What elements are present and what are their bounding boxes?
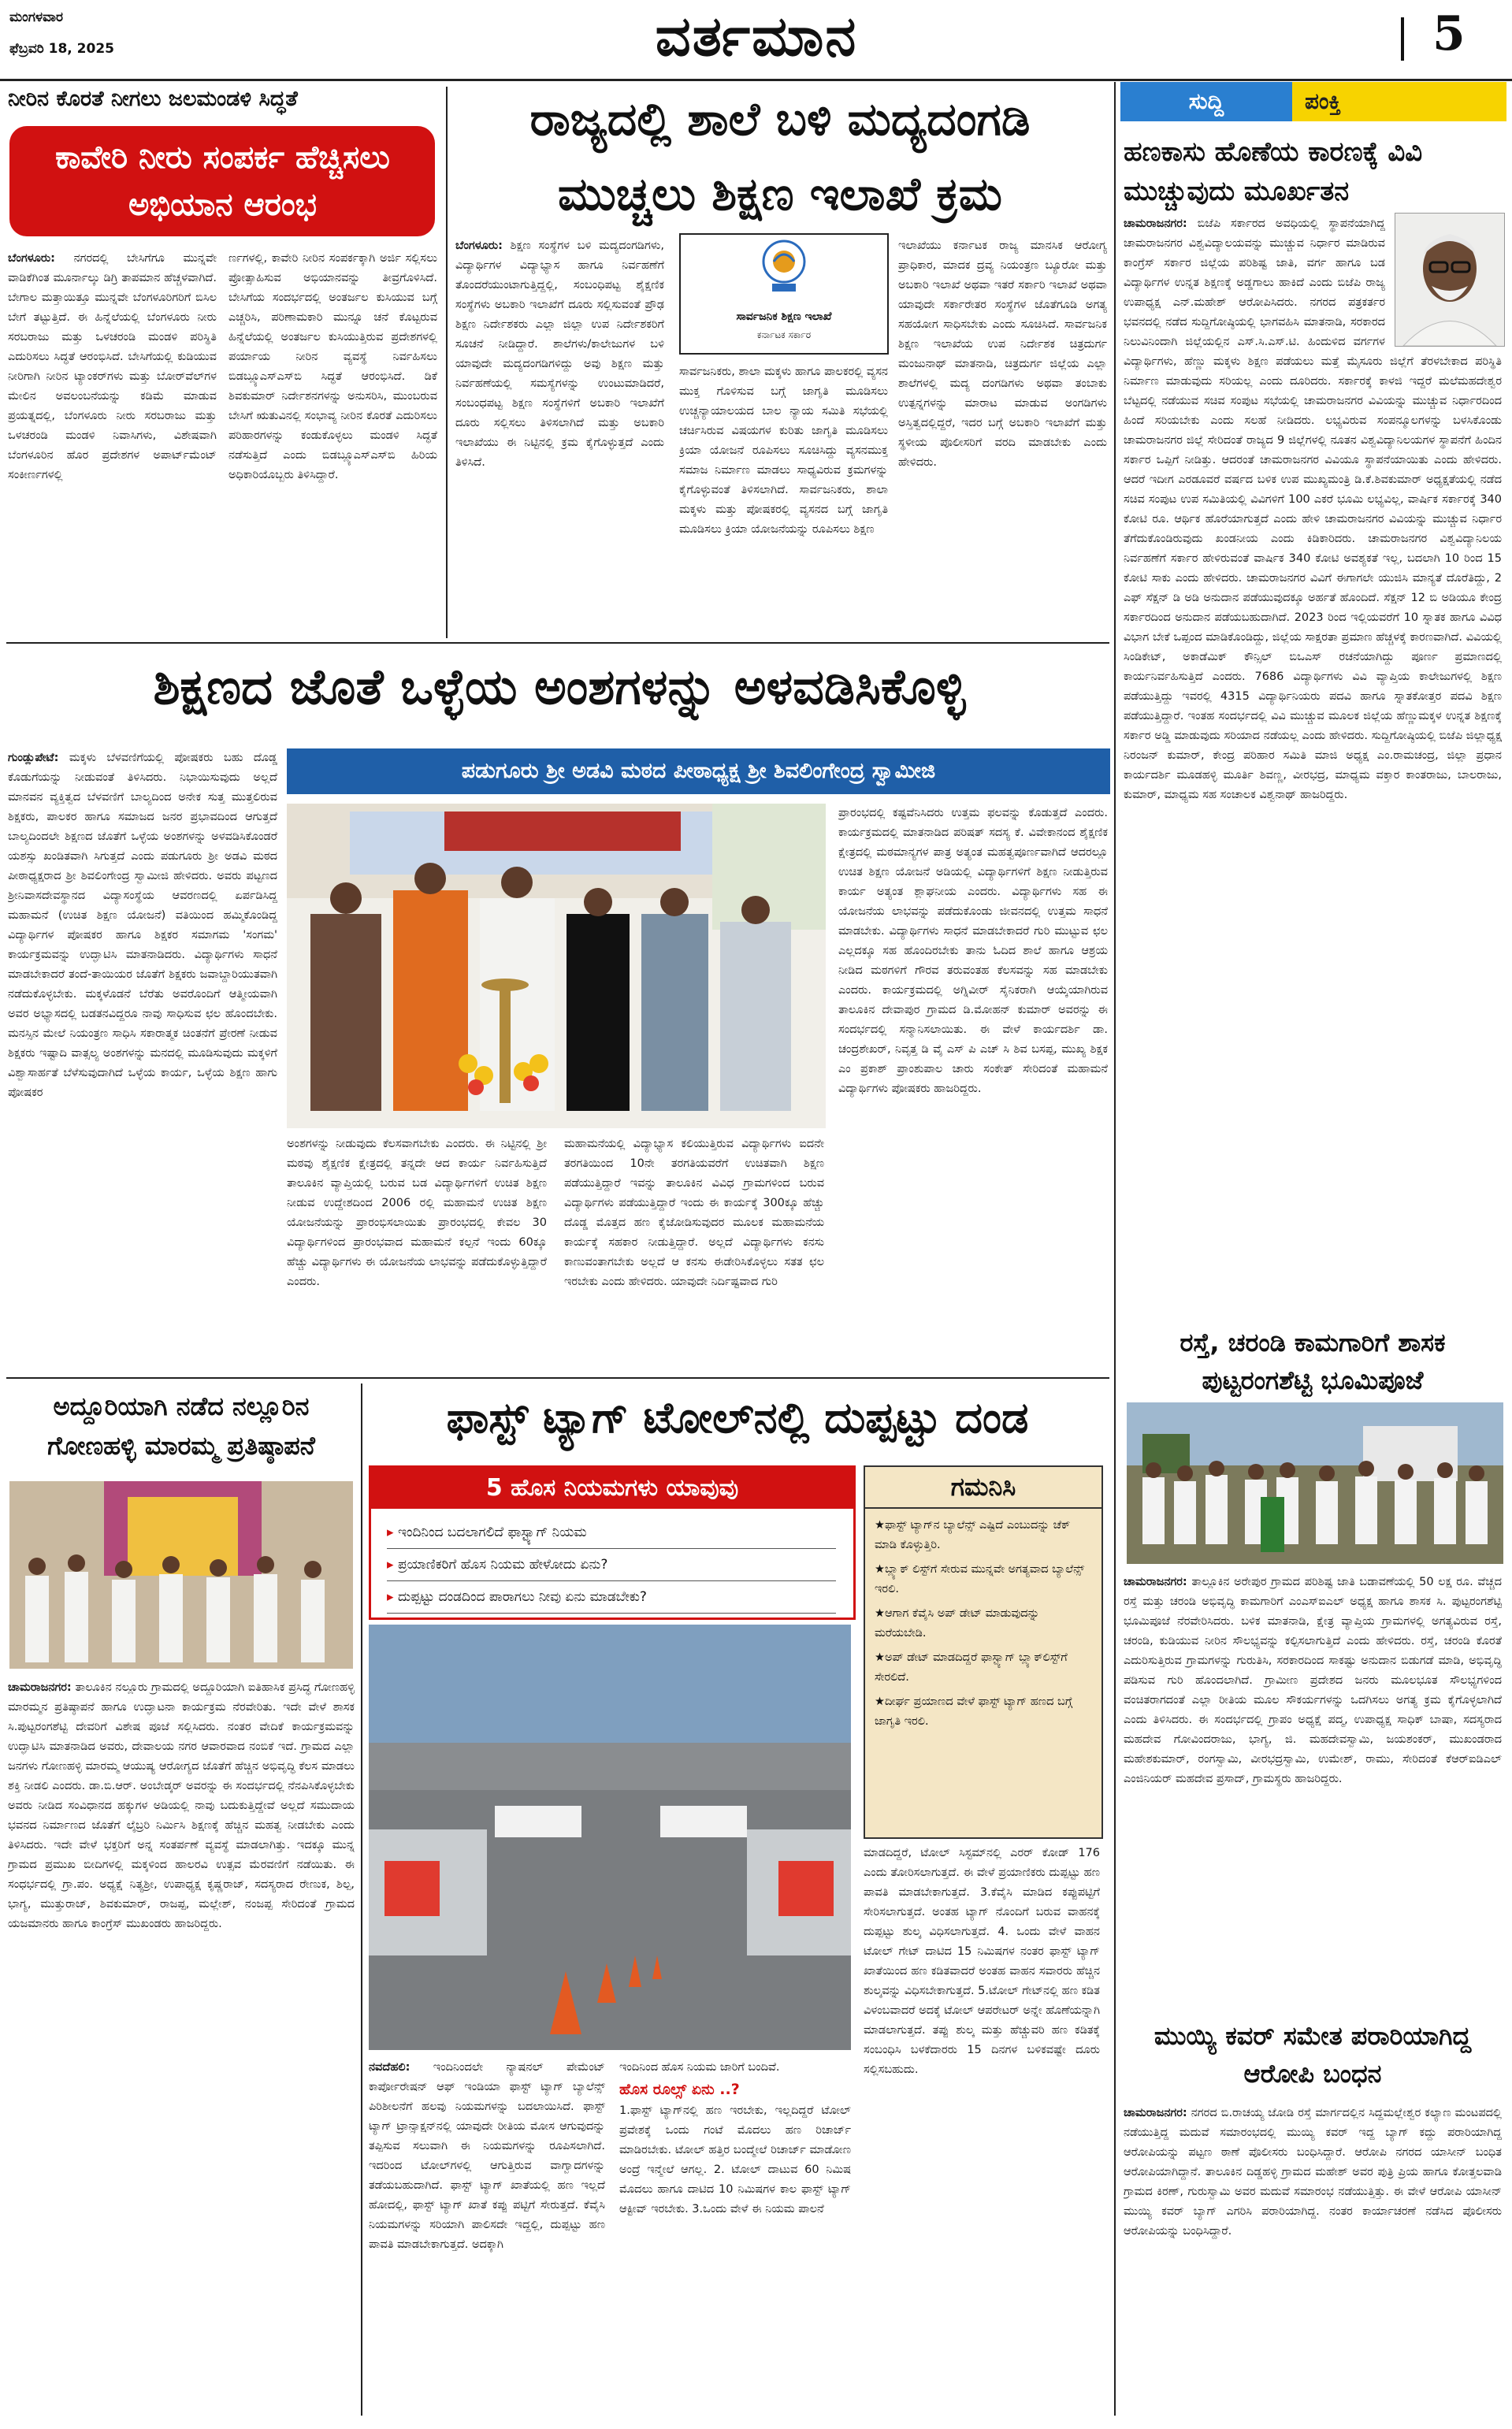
fastag-box-list	[387, 1517, 836, 1614]
divider	[361, 1383, 362, 2416]
arrest-body	[1124, 2104, 1502, 2419]
divider	[446, 87, 448, 638]
list-item: ★ಫಾಸ್ಟ್ ಟ್ಯಾಗ್‌ನ ಬ್ಯಾಲೆನ್ಸ್ ಎಷ್ಟಿದೆ ಎಂಬುದನ್ನು ಚೆಕ್ ಮಾಡಿ ಕೊಳ್ಳುತ್ತಿರಿ.	[875, 1519, 1071, 1551]
funds-body	[1124, 214, 1502, 1317]
fastag-note-title: ಗಮನಿಸಿ	[865, 1472, 1101, 1509]
funds-text: ಬಿಜೆಪಿ ಸರ್ಕಾರದ ಅವಧಿಯಲ್ಲಿ ಸ್ಥಾಪನೆಯಾಗಿದ್ದ ಚಾಮರಾಜನಗರ ವಿಶ್ವವಿದ್ಯಾಲಯವನ್ನು ಮುಚ್ಚುವ ನಿರ್ಧಾರ ಮಾಡಿರುವ ಕಾಂಗ್ರೆಸ್ ಸರ್ಕಾರ ಜಿಲ್ಲೆಯ ಪರಿಶಿಷ್ಟ ಜಾತಿ, ವರ್ಗ ಹಾಗೂ ಬಡ ವಿದ್ಯಾರ್ಥಿಗಳ ಉನ್ನತ ಶಿಕ್ಷಣಕ್ಕೆ ಅಡ್ಡಗಾಲು ಹಾಕಿದೆ ಎಂದು ಬಿಜೆಪಿ ರಾಜ್ಯ ಉಪಾಧ್ಯಕ್ಷ ಎನ್.ಮಹೇಶ್ ಆರೋಪಿಸಿದರು. ನಗರದ ಪತ್ರಕರ್ತರ ಭವನದಲ್ಲಿ ನಡೆದ ಸುದ್ದಿಗೋಷ್ಠಿಯಲ್ಲಿ ಭಾಗವಹಿಸಿ ಮಾತನಾಡಿ, ಸರಕಾರದ ನಿಲುವಿನಿಂದಾಗಿ ಜಿಲ್ಲೆಯಲ್ಲಿನ ಎಸ್.ಸಿ.ಎಸ್.ಟಿ. ಹಿಂದುಳಿದ ವರ್ಗಗಳ ವಿದ್ಯಾರ್ಥಿಗಳು, ಹೆಣ್ಣು ಮಕ್ಕಳು ಶಿಕ್ಷಣ ಪಡೆಯಲು ಮತ್ತೆ ಮೈಸೂರು ಜಿಲ್ಲೆಗೆ ತೆರಳಬೇಕಾದ ಪರಿಸ್ಥಿತಿ ನಿರ್ಮಾಣ ಮಾಡುವುದು ಸರಿಯಲ್ಲ ಎಂದು ದೂರಿದರು. ಸರ್ಕಾರಕ್ಕೆ ಕಾಳಜಿ ಇದ್ದರೆ ಮಲೆಮಹದೇಶ್ವರ ಬೆಟ್ಟದಲ್ಲಿ ನಡೆಯುವ ಸಚಿವ ಸಂಪುಟ ಸಭೆಯಲ್ಲಿ ಚಾಮರಾಜನಗರ ವಿವಿಯನ್ನು ಮುಚ್ಚುವ ನಿರ್ಧಾರದಿಂದ ಹಿಂದೆ ಸರಿಯಬೇಕು ಎಂದು ಸಲಹೆ ನೀಡಿದರು. ಲಭ್ಯವಿರುವ ಸಂಪನ್ಮೂಲಗಳನ್ನು ಬಳಸಿಕೊಂಡು ಚಾಮರಾಜನಗರ ಜಿಲ್ಲೆ ಸೇರಿದಂತೆ ರಾಜ್ಯದ 9 ಜಿಲ್ಲೆಗಳಲ್ಲಿ ನೂತನ ವಿಶ್ವವಿದ್ಯಾನಿಲಯಗಳ ಸ್ಥಾಪನೆಗೆ ಹಿಂದಿನ ಸರ್ಕಾರ ಒಪ್ಪಿಗೆ ನೀಡಿತ್ತು. ಆದರಂತೆ ಚಾಮರಾಜನಗರ ವಿವಿಯೂ ಸ್ಥಾಪನೆಯಾಯಿತು ಎಂದು ಹೇಳಿದರು. ಆದರೆ ಇದೀಗ ಎರಡೂವರೆ ವರ್ಷದ ಬಳಿಕ ಉಪ ಮುಖ್ಯಮಂತ್ರಿ ಡಿ.ಕೆ.ಶಿವಕುಮಾರ್ ಅಧ್ಯಕ್ಷತೆಯಲ್ಲಿ ನಡೆದ ಸಚಿವ ಸಂಪುಟ ಉಪ ಸಮಿತಿಯಲ್ಲಿ ವಿವಿಗಳಿಗೆ 100 ಎಕರೆ ಭೂಮಿ ಲಭ್ಯವಿಲ್ಲ, ವಾರ್ಷಿಕ ಸರ್ಕಾರಕ್ಕೆ 340 ಕೋಟಿ ರೂ. ಆರ್ಥಿಕ ಹೊರೆಯಾಗುತ್ತದೆ ಎಂದು ಹೇಳಿ ಚಾಮರಾಜನಗರ ವಿವಿಯನ್ನು ಮುಚ್ಚುವ ನಿರ್ಧಾರ ತೆಗೆದುಕೊಂಡಿರುವುದು ಖಂಡನೀಯ ಎಂದು ಕಿಡಿಕಾರಿದರು. ಚಾಮರಾಜನಗರ ವಿಶ್ವವಿದ್ಯಾನಿಲಯ ನಿರ್ವಹಣೆಗೆ ಸರ್ಕಾರ ಹೇಳಿರುವಂತೆ ವಾರ್ಷಿಕ 340 ಕೋಟಿ ಅವಶ್ಯಕತೆ ಇಲ್ಲ, ಬದಲಾಗಿ 10 ರಿಂದ 15 ಕೋಟಿ ಸಾಕು ಎಂದು ಹೇಳಿದರು. ಚಾಮರಾಜನಗರ ವಿವಿಗೆ ಈಗಾಗಲೇ ಯುಜಿಸಿ ಮಾನ್ಯತೆ ದೊರೆತಿದ್ದು, 2 ಎಫ್ ಸೆಕ್ಷನ್ ಡಿ ಅಡಿ ಅನುದಾನ ಪಡೆಯುವುದಕ್ಕೂ ಅರ್ಹತೆ ಹೊಂದಿದೆ. ಸೆಕ್ಷನ್ 12 ಬಿ ಅಡಿಯೂ ಕೇಂದ್ರ ಸರ್ಕಾರದಿಂದ ಅನುದಾನ ಪಡೆಯಬಹುದಾಗಿದೆ. 2023 ರಿಂದ ಇಲ್ಲಿಯವರೆಗೆ 10 ಸ್ನಾತಕ ಹಾಗೂ ವಿವಿಧ ವಿಭಾಗ ಬೇಕೆ ಒಪ್ಪಂದ ಮಾಡಿಕೊಂಡಿದ್ದು, ಜಿಲ್ಲೆಯ ಸಾಕ್ಷರತಾ ಪ್ರಮಾಣ ಹೆಚ್ಚಳಕ್ಕೆ ಕಾರಣವಾಗಿದೆ. ವಿವಿಯಲ್ಲಿ ಸಿಂಡಿಕೇಟ್, ಅಕಾಡೆಮಿಕ್ ಕೌನ್ಸಿಲ್ ಬಿಒಎಸ್ ರಚನೆಯಾಗಿದ್ದು ಪೂರ್ಣ ಪ್ರಮಾಣದಲ್ಲಿ ಕಾರ್ಯನಿರ್ವಹಿಸುತ್ತಿದೆ ಎಂದರು. 7686 ವಿದ್ಯಾರ್ಥಿಗಳು ವಿವಿ ವ್ಯಾಪ್ತಿಯ ಕಾಲೇಜುಗಳಲ್ಲಿ ಶಿಕ್ಷಣ ಪಡೆಯುತ್ತಿದ್ದು ಇವರಲ್ಲಿ 4315 ವಿದ್ಯಾರ್ಥಿನಿಯರು ಪದವಿ ಹಾಗೂ ಸ್ನಾತಕೋತ್ತರ ಪದವಿ ಶಿಕ್ಷಣ ಪಡೆಯುತ್ತಿದ್ದಾರೆ. ಇಂತಹ ಸಂದರ್ಭದಲ್ಲಿ ವಿವಿ ಮುಚ್ಚುವ ಮೂಲಕ ಜಿಲ್ಲೆಯ ಹೆಣ್ಣುಮಕ್ಕಳ ಉನ್ನತ ಶಿಕ್ಷಣಕ್ಕೆ ಸರ್ಕಾರ ಅಡ್ಡಿ ಮಾಡುವುದು ಸರಿಯಾದ ನಡೆಯಲ್ಲ ಎಂದು ಹೇಳಿದರು. ಸುದ್ದಿಗೋಷ್ಠಿಯಲ್ಲಿ ಬಿಜೆಪಿ ಜಿಲ್ಲಾಧ್ಯಕ್ಷ ನಿರಂಜನ್ ಕುಮಾರ್, ಕೇಂದ್ರ ಪರಿಹಾರ ಸಮಿತಿ ಮಾಜಿ ಅಧ್ಯಕ್ಷ ಎಂ.ರಾಮಚಂದ್ರ, ಜಿಲ್ಲಾ ಪ್ರಧಾನ ಕಾರ್ಯದರ್ಶಿ ಮೂಡಹಳ್ಳಿ ಮೂರ್ತಿ ಶಿವಣ್ಣ, ವೀರಭದ್ರ, ಮಾಧ್ಯಮ ವಕ್ತಾರ ಕಾಂತರಾಜು, ಬಾಲರಾಜು, ಕುಮಾರ್, ಮಾಧ್ಯಮ ಸಹ ಸಂಚಾಲಕ ವಿಶ್ವನಾಥ್ ಹಾಜರಿದ್ದರು.	[1124, 217, 1502, 801]
water-col1	[8, 249, 217, 635]
page-number-bar	[1401, 17, 1404, 61]
drugs-col1-text: ಶಿಕ್ಷಣ ಸಂಸ್ಥೆಗಳ ಬಳಿ ಮದ್ಯದಂಗಡಿಗಳು, ವಿದ್ಯಾರ್ಥಿಗಳ ವಿದ್ಯಾಭ್ಯಾಸ ಹಾಗೂ ನಿರ್ವಹಣೆಗೆ ತೊಂದರೆಯುಂಟಾಗುತ್ತಿದ್ದಲ್ಲಿ, ಸಂಬಂಧಿಪಟ್ಟ ಶೈಕ್ಷಣಿಕ ಸಂಸ್ಥೆಗಳು ಅಬಕಾರಿ ಇಲಾಖೆಗೆ ದೂರು ಸಲ್ಲಿಸುವಂತೆ ಪ್ರೌಢ ಶಿಕ್ಷಣ ನಿರ್ದೇಶಕರು ಎಲ್ಲಾ ಜಿಲ್ಲಾ ಉಪ ನಿರ್ದೇಶಕರಿಗೆ ಸೂಚನೆ ನೀಡಿದ್ದಾರೆ. ಶಾಲೆಗಳು/ಕಾಲೇಜುಗಳ ಬಳಿ ಯಾವುದೇ ಮದ್ಯದಂಗಡಿಗಳಿದ್ದು ಅವು ಶಿಕ್ಷಣ ಮತ್ತು ನಿರ್ವಹಣೆಯಲ್ಲಿ ಸಮಸ್ಯೆಗಳನ್ನು ಉಂಟುಮಾಡಿದರೆ, ಸಂಬಂಧಪಟ್ಟ ಶಿಕ್ಷಣ ಸಂಸ್ಥೆಗಳಿಗೆ ಅಬಕಾರಿ ಇಲಾಖೆಗೆ ದೂರು ಸಲ್ಲಿಸಲು ತಿಳಿಸಲಾಗಿದೆ ಮತ್ತು ಅಬಕಾರಿ ಇಲಾಖೆಯು ಈ ನಿಟ್ಟಿನಲ್ಲಿ ಕ್ರಮ ಕೈಗೊಳ್ಳುತ್ತದೆ ಎಂದು ತಿಳಿಸಿದೆ.	[455, 240, 664, 469]
toll-plaza-photo	[369, 1625, 851, 2050]
road-body	[1124, 1573, 1502, 1990]
funds-dateline: ಚಾಮರಾಜನಗರ:	[1124, 217, 1187, 230]
list-item: ★ಆಗಾಗ ಕೆವೈಸಿ ಅಪ್ ಡೇಟ್ ಮಾಡುವುದನ್ನು ಮರೆಯಬೇಡಿ.	[875, 1607, 1040, 1640]
temple-body	[8, 1678, 355, 2419]
list-item: ★ದೀರ್ಘ ಪ್ರಯಾಣದ ವೇಳೆ ಫಾಸ್ಟ್ ಟ್ಯಾಗ್ ಹಣದ ಬಗ್ಗೆ ಜಾಗೃತಿ ಇರಲಿ.	[875, 1695, 1073, 1728]
fastag-col1-text: ಇಂದಿನಿಂದಲೇ ನ್ಯಾಷನಲ್ ಪೇಮೆಂಟ್ ಕಾರ್ಪೋರೇಷನ್ ಆಫ್ ಇಂಡಿಯಾ ಫಾಸ್ಟ್ ಟ್ಯಾಗ್ ಬ್ಯಾಲೆನ್ಸ್ ಪಿರಿಶೀಲನೆಗೆ ಹಲವು ನಿಯಮಗಳನ್ನು ಬದಲಾಯಿಸಿದೆ. ಫಾಸ್ಟ್ ಟ್ಯಾಗ್ ಟ್ರಾನ್ಸಾಕ್ಷನ್‌ನಲ್ಲಿ ಯಾವುದೇ ರೀತಿಯ ಮೋಸ ಆಗುವುದನ್ನು ತಪ್ಪಿಸುವ ಸಲುವಾಗಿ ಈ ನಿಯಮಗಳನ್ನು ರೂಪಿಸಲಾಗಿದೆ. ಇದರಿಂದ ಟೋಲ್‌ಗಳಲ್ಲಿ ಆಗುತ್ತಿರುವ ವಾಗ್ವಾದಗಳನ್ನು ತಡೆಯಬಹುದಾಗಿದೆ. ಫಾಸ್ಟ್ ಟ್ಯಾಗ್ ಖಾತೆಯಲ್ಲಿ ಹಣ ಇಲ್ಲದೆ ಹೋದಲ್ಲಿ, ಫಾಸ್ಟ್ ಟ್ಯಾಗ್ ಖಾತೆ ಕಪ್ಪು ಪಟ್ಟಿಗೆ ಸೇರುತ್ತದೆ. ಕೆವೈಸಿ ನಿಯಮಗಳನ್ನು ಸರಿಯಾಗಿ ಪಾಲಿಸದೇ ಇದ್ದಲ್ಲಿ, ದುಪ್ಪಟ್ಟು ಹಣ ಪಾವತಿ ಮಾಡಬೇಕಾಗುತ್ತದೆ. ಅದಕ್ಕಾಗಿ	[369, 2061, 605, 2251]
arrest-headline: ಮುಯ್ಯಿ ಕವರ್ ಸಮೇತ ಪರಾರಿಯಾಗಿದ್ದ ಆರೋಪಿ ಬಂಧನ	[1154, 2021, 1472, 2089]
list-item: ★ಬ್ಲ್ಯಾಕ್ ಲಿಸ್ಟ್‌ಗೆ ಸೇರುವ ಮುನ್ನವೇ ಅಗತ್ಯವಾದ ಬ್ಯಾಲೆನ್ಸ್ ಇರಲಿ.	[875, 1563, 1085, 1595]
sidebar-tag-part2: ಪಂಕ್ತಿ	[1292, 82, 1506, 121]
fastag-col1	[369, 2058, 605, 2416]
education-headline: ಶಿಕ್ಷಣದ ಜೊತೆ ಒಳ್ಳೆಯ ಅಂಶಗಳನ್ನು ಅಳವಡಿಸಿಕೊಳ್ಳಿ	[153, 658, 966, 715]
masthead-date: ಫೆಬ್ರವರಿ 18, 2025	[9, 41, 114, 57]
sidebar-tag-part1: ಸುದ್ದಿ	[1120, 82, 1292, 121]
education-dateline: ಗುಂಡ್ಲುಪೇಟೆ:	[8, 752, 59, 764]
lamp-lighting-photo-icon	[287, 804, 826, 1128]
dept-logo-subcaption: ಕರ್ನಾಟಕ ಸರ್ಕಾರ	[756, 329, 812, 340]
page-number: 5	[1432, 6, 1466, 61]
masthead-day: ಮಂಗಳವಾರ	[9, 9, 64, 25]
education-caption-col2: ಮಹಾಮನೆಯಲ್ಲಿ ವಿದ್ಯಾಭ್ಯಾಸ ಕಲಿಯುತ್ತಿರುವ ವಿದ್ಯಾರ್ಥಿಗಳು ಐದನೇ ತರಗತಿಯಿಂದ 10ನೇ ತರಗತಿಯವರೆಗೆ ಉಚಿತವಾಗಿ ಶಿಕ್ಷಣ ಪಡೆಯುತ್ತಿದ್ದಾರೆ ಇವನ್ನು ತಾಲೂಕಿನ ವಿವಿಧ ಗ್ರಾಮಗಳಿಂದ ಬರುವ ವಿದ್ಯಾರ್ಥಿಗಳು ಪಡೆಯುತ್ತಿದ್ದಾರೆ ಇಂದು ಈ ಕಾರ್ಯಕ್ಕೆ 300ಕ್ಕೂ ಹೆಚ್ಚು ದೊಡ್ಡ ಮೊತ್ತದ ಹಣ ಕೈಜೋಡಿಸುವುದರ ಮೂಲಕ ಮಹಾಮನೆಯ ಕಾರ್ಯಕ್ಕೆ ಸಹಕಾರ ನೀಡುತ್ತಿದ್ದಾರೆ. ಅಲ್ಲದೆ ವಿದ್ಯಾರ್ಥಿಗಳು ಕನಸು ಕಾಣುವಂತಾಗಬೇಕು ಅಲ್ಲದೆ ಆ ಕನಸು ಈಡೇರಿಸಿಕೊಳ್ಳಲು ಸತತ ಛಲ ಇರಬೇಕು ಎಂದು ಹೇಳಿದರು. ಯಾವುದೇ ನಿರ್ದಿಷ್ಟವಾದ ಗುರಿ	[564, 1138, 824, 1288]
water-dateline: ಬೆಂಗಳೂರು:	[8, 252, 55, 265]
education-photo	[287, 804, 826, 1128]
list-item: ★ಅಪ್ ಡೇಟ್ ಮಾಡದಿದ್ದರೆ ಫಾಸ್ಟ್ಯಾಗ್ ಬ್ಲ್ಯಾಕ್‌ಲಿಸ್ಟ್‌ಗೆ ಸೇರಲಿದೆ.	[875, 1651, 1068, 1684]
dept-logo-box	[679, 233, 889, 355]
fastag-dateline: ನವದೆಹಲಿ:	[369, 2061, 411, 2074]
fastag-col2-subhead: ಹೊಸ ರೂಲ್ಸ್ ಏನು ..?	[619, 2081, 740, 2098]
water-col2: ರ್ಣಗಳಲ್ಲಿ, ಕಾವೇರಿ ನೀರಿನ ಸಂಪರ್ಕಕ್ಕಾಗಿ ಅರ್ಜಿ ಸಲ್ಲಿಸಲು ಪ್ರೋತ್ಸಾಹಿಸುವ ಅಭಿಯಾನವನ್ನು ತೀವ್ರಗೊಳಿಸಿದೆ. ಬೇಸಿಗೆಯ ಸಂದರ್ಭದಲ್ಲಿ ಅಂತರ್ಜಲ ಕುಸಿಯುವ ಬಗ್ಗೆ ಎಚ್ಚರಿಸಿ, ಪರಿಣಾಮಕಾರಿ ಮುನ್ನೂ ಚನೆ ಕೊಟ್ಟರುವ ಹಿನ್ನೆಲೆಯಲ್ಲಿ ಅಂತರ್ಜಲ ಕುಸಿಯುತ್ತಿರುವ ಪ್ರದೇಶಗಳಲ್ಲಿ ಪರ್ಯಾಯ ನೀರಿನ ವ್ಯವಸ್ಥೆ ನಿರ್ವಹಿಸಲು ಬಿಡಬ್ಲ್ಯೂಎಸ್‌ಎಸ್‌ಬಿ ಸಿದ್ಧತೆ ಆರಂಭಿಸಿದೆ. ಡಿಕೆ ಶಿವಕುಮಾರ್ ನಿರ್ದೇಶನಗಳನ್ನು ಅನುಸರಿಸಿ, ಮುಂಬರುವ ಬೇಸಿಗೆ ಋತುವಿನಲ್ಲಿ ಸಂಭಾವ್ಯ ನೀರಿನ ಕೊರತೆ ಎದುರಿಸಲು ಪರಿಹಾರಗಳನ್ನು ಕಂಡುಕೊಳ್ಳಲು ಮಂಡಳಿ ಸಿದ್ಧತೆ ನಡೆಸುತ್ತಿದೆ ಎಂದು ಬಿಡಬ್ಲ್ಯೂಎಸ್‌ಎಸ್‌ಬಿ ಹಿರಿಯ ಅಧಿಕಾರಿಯೊಬ್ಬರು ತಿಳಿಸಿದ್ದಾರೆ.	[228, 252, 437, 481]
drugs-col1	[455, 236, 664, 638]
education-col4: ಪ್ರಾರಂಭದಲ್ಲಿ ಕಷ್ಟವೆನಿಸಿದರು ಉತ್ತಮ ಫಲವನ್ನು ಕೊಡುತ್ತದೆ ಎಂದರು. ಕಾರ್ಯಕ್ರಮದಲ್ಲಿ ಮಾತನಾಡಿದ ಪರಿಷತ್ ಸದಸ್ಯ ಕೆ. ವಿವೇಕಾನಂದ ಶೈಕ್ಷಣಿಕ ಕ್ಷೇತ್ರದಲ್ಲಿ ಮಠಮಾನ್ಯಗಳ ಪಾತ್ರ ಅತ್ಯಂತ ಮಹತ್ವಪೂರ್ಣವಾಗಿದೆ ಆದರಲ್ಲೂ ಉಚಿತ ಶಿಕ್ಷಣ ಯೋಜನೆ ಅಡಿಯಲ್ಲಿ ವಿದ್ಯಾರ್ಥಿಗಳಿಗೆ ಶಿಕ್ಷಣ ನೀಡುತ್ತಿರುವ ಕಾರ್ಯ ಅತ್ಯಂತ ಶ್ಲಾಘನೀಯ ಎಂದರು. ವಿದ್ಯಾರ್ಥಿಗಳು ಸಹ ಈ ಯೋಜನೆಯ ಲಾಭವನ್ನು ಪಡೆದುಕೊಂಡು ಜೀವನದಲ್ಲಿ ಉತ್ತಮ ಸಾಧನೆ ಮಾಡಬೇಕು. ವಿದ್ಯಾರ್ಥಿಗಳು ಸಾಧನೆ ಮಾಡಬೇಕಾದರೆ ಗುರಿ ಮುಟ್ಟುವ ಛಲ ಎಲ್ಲದಕ್ಕೂ ಸಹ ಹೊಂದಿರಬೇಕು ತಾನು ಓದಿದ ಶಾಲೆ ಹಾಗೂ ಆಶ್ರಯ ನೀಡಿದ ಮಠಗಳಿಗೆ ಗೌರವ ತರುವಂತಹ ಕೆಲಸವನ್ನು ಸಹ ಮಾಡಬೇಕು ಎಂದರು. ಕಾರ್ಯಕ್ರಮದಲ್ಲಿ ಅಗ್ನಿವೀರ್ ಸೈನಿಕರಾಗಿ ಆಯ್ಕೆಯಾಗಿರುವ ತಾಲೂಕಿನ ದೇವಾಪುರ ಗ್ರಾಮದ ಡಿ.ಮೋಹನ್ ಕುಮಾರ್ ಅವರನ್ನು ಈ ಸಂದರ್ಭದಲ್ಲಿ ಸನ್ಮಾನಿಸಲಾಯಿತು. ಈ ವೇಳೆ ಕಾರ್ಯದರ್ಶಿ ಡಾ. ಚಂದ್ರಶೇಖರ್, ನಿವೃತ್ತ ಡಿ ವೈ ಎಸ್ ಪಿ ಎಚ್ ಸಿ ಶಿವ ಬಸಪ್ಪ, ಮುಖ್ಯ ಶಿಕ್ಷಕ ಎಂ ಪ್ರಕಾಶ್ ಪ್ರಾಂಶುಪಾಲ ಚಾರು ಸಂಕೇತ್ ಸೇರಿದಂತೆ ಮಹಾಮನೆ ವಿದ್ಯಾರ್ಥಿಗಳು ಪೋಷಕರು ಹಾಜರಿದ್ದರು.	[838, 807, 1108, 1095]
drugs-headline: ರಾಜ್ಯದಲ್ಲಿ ಶಾಲೆ ಬಳಿ ಮದ್ಯದಂಗಡಿ ಮುಚ್ಚಲು ಶಿಕ್ಷಣ ಇಲಾಖೆ ಕ್ರಮ	[529, 92, 1031, 221]
dept-logo-caption: ಸಾರ್ವಜನಿಕ ಶಿಕ್ಷಣ ಇಲಾಖೆ	[736, 310, 832, 323]
divider	[1114, 82, 1116, 2416]
road-text: ತಾಲ್ಲೂಕಿನ ಅರೇಪುರ ಗ್ರಾಮದ ಪರಿಶಿಷ್ಟ ಜಾತಿ ಬಡಾವಣೆಯಲ್ಲಿ 50 ಲಕ್ಷ ರೂ. ವೆಚ್ಚದ ರಸ್ತೆ ಮತ್ತು ಚರಂಡಿ ಅಭಿವೃದ್ಧಿ ಕಾಮಗಾರಿಗೆ ಎಂಎಸ್‌ಐಎಲ್ ಅಧ್ಯಕ್ಷ ಹಾಗೂ ಶಾಸಕ ಸಿ. ಪುಟ್ಟರಂಗಶೆಟ್ಟಿ ಭೂಮಿಪೂಜೆ ನೆರವೇರಿಸಿದರು. ಬಳಿಕ ಮಾತನಾಡಿ, ಕ್ಷೇತ್ರ ವ್ಯಾಪ್ತಿಯ ಗ್ರಾಮಗಳಲ್ಲಿ ಅಗತ್ಯವಿರುವ ರಸ್ತೆ, ಚರಂಡಿ, ಕುಡಿಯುವ ನೀರಿನ ಸೌಲಭ್ಯವನ್ನು ಕಲ್ಪಿಸಲಾಗುತ್ತಿದೆ ಎಂದು ಹೇಳಿದರು. ರಸ್ತೆ, ಚರಂಡಿ ಕೊರತೆ ಎದುರಿಸುತ್ತಿರುವ ಗ್ರಾಮಗಳನ್ನು ಗುರುತಿಸಿ, ಸರಕಾರದಿಂದ ಸಾಕಷ್ಟು ಅನುದಾನ ಬಿಡುಗಡೆ ಮಾಡಿ, ಅಭಿವೃದ್ಧಿ ಪಡಿಸುವ ಗುರಿ ಹೊಂದಲಾಗಿದೆ. ಗ್ರಾಮೀಣ ಪ್ರದೇಶದ ಜನರು ಮೂಲಭೂತ ಸೌಲಭ್ಯಗಳಿಂದ ವಂಚಿತರಾಗದಂತೆ ಎಲ್ಲಾ ರೀತಿಯ ಮೂಲ ಸೌಕರ್ಯಗಳನ್ನು ಒದಗಿಸಲು ಅಗತ್ಯ ಕ್ರಮ ಕೈಗೊಳ್ಳಲಾಗಿದೆ ಎಂದು ತಿಳಿಸಿದರು. ಈ ಸಂದರ್ಭದಲ್ಲಿ ಗ್ರಾಪಂ ಅಧ್ಯಕ್ಷೆ ಪದ್ಮ, ಉಪಾಧ್ಯಕ್ಷ ಸಾಧಿಕ್ ಬಾಷಾ, ಸದಸ್ಯರಾದ ಮಹದೇವ ಗೋವಿಂದರಾಜು, ಭಾಗ್ಯ, ಜಿ. ಮಹದೇವಸ್ವಾಮಿ, ಜಯಶಂಕರ್, ಮುಖಂಡರಾದ ಮಹೇಶಕುಮಾರ್, ರಂಗಸ್ವಾಮಿ, ವೀರಭದ್ರಸ್ವಾಮಿ, ಉಮೇಶ್, ರಾಮು, ಸೇರಿದಂತೆ ಕೆಆರ್‌ಐಡಿಎಲ್ ಎಂಜಿನಿಯರ್ ಮಹದೇವ ಪ್ರಸಾದ್, ಗ್ರಾಮಸ್ಥರು ಹಾಜರಿದ್ದರು.	[1124, 1576, 1502, 1785]
drugs-col2: ಸಾರ್ವಜನಿಕರು, ಶಾಲಾ ಮಕ್ಕಳು ಹಾಗೂ ಪಾಲಕರಲ್ಲಿ ವ್ಯಸನ ಮುಕ್ತ ಗೊಳಿಸುವ ಬಗ್ಗೆ ಜಾಗೃತಿ ಮೂಡಿಸಲು ಉಚ್ಚನ್ಯಾಯಾಲಯದ ಬಾಲ ನ್ಯಾಯ ಸಮಿತಿ ಸಭೆಯಲ್ಲಿ ಚರ್ಚಿಸಿರುವ ವಿಷಯಗಳ ಕುರಿತು ಜಾಗೃತಿ ಮೂಡಿಸಲು ಕ್ರಿಯಾ ಯೋಜನೆ ರೂಪಿಸಲು ಸೂಚಿಸಿದ್ದು ವ್ಯಸನಮುಕ್ತ ಸಮಾಜ ನಿರ್ಮಾಣ ಮಾಡಲು ಸಾಧ್ಯವಿರುವ ಕ್ರಮಗಳನ್ನು ಕೈಗೊಳ್ಳುವಂತೆ ತಿಳಿಸಲಾಗಿದೆ. ಸಾರ್ವಜನಿಕರು, ಶಾಲಾ ಮಕ್ಕಳು ಮತ್ತು ಪೋಷಕರಲ್ಲಿ ವ್ಯಸನದ ಬಗ್ಗೆ ಜಾಗೃತಿ ಮೂಡಿಸಲು ಕ್ರಿಯಾ ಯೋಜನೆಯನ್ನು ರೂಪಿಸಲು ಶಿಕ್ಷಣ	[679, 366, 888, 536]
masthead-rule	[0, 79, 1512, 81]
drugs-dateline: ಬೆಂಗಳೂರು:	[455, 240, 503, 252]
road-headline: ರಸ್ತೆ, ಚರಂಡಿ ಕಾಮಗಾರಿಗೆ ಶಾಸಕ ಪುಟ್ಟರಂಗಶೆಟ್ಟಿ ಭೂಮಿಪೂಜೆ	[1180, 1328, 1446, 1395]
water-kicker: ನೀರಿನ ಕೊರತೆ ನೀಗಲು ಜಲಮಂಡಳಿ ಸಿದ್ಧತೆ	[8, 87, 298, 111]
emblem-icon	[756, 238, 812, 301]
masthead-title: ವರ್ತಮಾನ	[655, 4, 858, 69]
education-col1	[8, 748, 277, 1371]
masthead	[0, 0, 1512, 79]
list-item: ▸ ದುಪ್ಪಟ್ಟು ದಂಡದಿಂದ ಪಾರಾಗಲು ನೀವು ಏನು ಮಾಡಬೇಕು?	[387, 1581, 836, 1614]
arrest-dateline: ಚಾಮರಾಜನಗರ:	[1124, 2107, 1187, 2119]
funds-headline: ಹಣಕಾಸು ಹೊಣೆಯ ಕಾರಣಕ್ಕೆ ವಿವಿ ಮುಚ್ಚುವುದು ಮೂರ್ಖತನ	[1124, 136, 1423, 207]
fastag-box	[369, 1465, 856, 1620]
road-photo	[1127, 1402, 1503, 1564]
education-caption-col1: ಅಂಶಗಳನ್ನು ನೀಡುವುದು ಕೆಲಸವಾಗಬೇಕು ಎಂದರು. ಈ ನಿಟ್ಟಿನಲ್ಲಿ ಶ್ರೀ ಮಠವು ಶೈಕ್ಷಣಿಕ ಕ್ಷೇತ್ರದಲ್ಲಿ ತನ್ನದೇ ಆದ ಕಾರ್ಯ ನಿರ್ವಹಿಸುತ್ತಿದೆ ತಾಲೂಕಿನ ವ್ಯಾಪ್ತಿಯಲ್ಲಿ ಬರುವ ಬಡ ವಿದ್ಯಾರ್ಥಿಗಳಿಗೆ ಉಚಿತ ಶಿಕ್ಷಣ ನೀಡುವ ಉದ್ದೇಶದಿಂದ 2006 ರಲ್ಲಿ ಮಹಾಮನೆ ಉಚಿತ ಶಿಕ್ಷಣ ಯೋಜನೆಯನ್ನು ಪ್ರಾರಂಭಿಸಲಾಯಿತು ಪ್ರಾರಂಭದಲ್ಲಿ ಕೇವಲ 30 ವಿದ್ಯಾರ್ಥಿಗಳಿಂದ ಪ್ರಾರಂಭವಾದ ಮಹಾಮನೆ ಕಲ್ಪನೆ ಇಂದು 60ಕ್ಕೂ ಹೆಚ್ಚು ವಿದ್ಯಾರ್ಥಿಗಳು ಈ ಯೋಜನೆಯ ಲಾಭವನ್ನು ಪಡೆದುಕೊಳ್ಳುತ್ತಿದ್ದಾರೆ ಎಂದರು.	[287, 1138, 547, 1288]
education-subhead: ಪಡುಗೂರು ಶ್ರೀ ಅಡವಿ ಮಠದ ಪೀಠಾಧ್ಯಕ್ಷ ಶ್ರೀ ಶಿವಲಿಂಗೇಂದ್ರ ಸ್ವಾಮೀಜಿ	[461, 759, 936, 783]
fastag-col3: ಮಾಡದಿದ್ದರೆ, ಟೋಲ್ ಸಿಸ್ಟಮ್‌ನಲ್ಲಿ ಎರರ್ ಕೋಡ್ 176 ಎಂದು ತೋರಿಸಲಾಗುತ್ತದೆ. ಈ ವೇಳೆ ಪ್ರಯಾಣಿಕರು ದುಪ್ಪಟ್ಟು ಹಣ ಪಾವತಿ ಮಾಡಬೇಕಾಗುತ್ತದೆ. 3.ಕೆವೈಸಿ ಮಾಡಿದ ಕಪ್ಪುಪಟ್ಟಿಗೆ ಸೇರಿಸಲಾಗುತ್ತದೆ. ಅಂತಹ ಟ್ಯಾಗ್ ನೊಂದಿಗೆ ಬರುವ ವಾಹನಕ್ಕೆ ದುಪ್ಪಟ್ಟು ಶುಲ್ಕ ವಿಧಿಸಲಾಗುತ್ತದೆ. 4. ಒಂದು ವೇಳೆ ವಾಹನ ಟೋಲ್ ಗೇಟ್ ದಾಟಿದ 15 ನಿಮಿಷಗಳ ನಂತರ ಫಾಸ್ಟ್ ಟ್ಯಾಗ್ ಖಾತೆಯಿಂದ ಹಣ ಕಡಿತವಾದರೆ ಅಂತಹ ವಾಹನ ಸವಾರರು ಹೆಚ್ಚಿನ ಶುಲ್ಕವನ್ನು ವಿಧಿಸಬೇಕಾಗುತ್ತದೆ. 5.ಟೋಲ್ ಗೇಟ್‌ನಲ್ಲಿ ಹಣ ಕಡಿತ ವಿಳಂಬವಾದರೆ ಅದಕ್ಕೆ ಟೋಲ್ ಆಪರೇಟರ್ ಅನ್ನೇ ಹೊಣೆಯನ್ನಾಗಿ ಮಾಡಲಾಗುತ್ತದೆ. ತಪ್ಪು ಶುಲ್ಕ ಮತ್ತು ಹೆಚ್ಚುವರಿ ಹಣ ಕಡಿತಕ್ಕೆ ಸಂಬಂಧಿಸಿ ಬಳಕೆದಾರರು 15 ದಿನಗಳ ಬಳಿಕವಷ್ಟೇ ದೂರು ಸಲ್ಲಿಸಬಹುದು.	[864, 1847, 1100, 2076]
fastag-col2	[619, 2058, 851, 2416]
fastag-note-list	[875, 1516, 1094, 1736]
education-col1-text: ಮಕ್ಕಳು ಬೆಳವಣಿಗೆಯಲ್ಲಿ ಪೋಷಕರು ಬಹು ದೊಡ್ಡ ಕೊಡುಗೆಯನ್ನು ನೀಡುವಂತೆ ತಿಳಿಸಿದರು. ನಿಭಾಯಿಸುವುದು ಅಲ್ಲದೆ ಮಾನವನ ವ್ಯಕ್ತಿತ್ವದ ಬೆಳವಣಿಗೆ ಬಾಲ್ಯದಿಂದ ಅನೇಕ ಸುತ್ತ ಮುತ್ತಲಿರುವ ಶಿಕ್ಷಕರು, ಪಾಲಕರ ಹಾಗೂ ಸಮಾಜದ ಜನರ ಪ್ರಭಾವದಿಂದ ಆಗುತ್ತದೆ ಬಾಲ್ಯದಿಂದಲೇ ಶಿಕ್ಷಣದ ಜೊತೆಗೆ ಒಳ್ಳೆಯ ಅಂಶಗಳನ್ನು ಅಳವಡಿಸಿಕೊಂಡರೆ ಯಶಸ್ಸು ಖಂಡಿತವಾಗಿ ಸಿಗುತ್ತದೆ ಎಂದು ಪಡುಗೂರು ಶ್ರೀ ಅಡವಿ ಮಠದ ಪೀಠಾಧ್ಯಕ್ಷರಾದ ಶ್ರೀ ಶಿವಲಿಂಗೇಂದ್ರ ಸ್ವಾಮೀಜಿ ಹೇಳಿದರು. ಅವರು ಪಟ್ಟಣದ ಶ್ರೀನಿವಾಸದೇವಸ್ಥಾನದ ವಿದ್ಯಾಸಂಸ್ಥೆಯ ಆವರಣದಲ್ಲಿ ಏರ್ಪಡಿಸಿದ್ದ ಮಹಾಮನೆ (ಉಚಿತ ಶಿಕ್ಷಣ ಯೋಜನೆ) ವತಿಯಿಂದ ಹಮ್ಮಿಕೊಂಡಿದ್ದ ವಿದ್ಯಾರ್ಥಿಗಳ ಪೋಷಕರ ಹಾಗೂ ಶಿಕ್ಷಕರ ಸಮಾಗಮ 'ಸಂಗಮ' ಕಾರ್ಯಕ್ರಮವನ್ನು ಉದ್ಘಾಟಿಸಿ ಮಾತನಾಡಿದರು. ವಿದ್ಯಾರ್ಥಿಗಳು ಸಾಧನೆ ಮಾಡಬೇಕಾದರೆ ತಂದೆ-ತಾಯಿಯರ ಜೊತೆಗೆ ಶಿಕ್ಷಕರು ಜವಾಬ್ದಾರಿಯುತವಾಗಿ ನಡೆದುಕೊಳ್ಳಬೇಕು. ಮಕ್ಕಳೊಡನೆ ಬೆರೆತು ಅವರೊಂದಿಗೆ ಆತ್ಮೀಯವಾಗಿ ಅವರ ಅಭ್ಯಾಸದಲ್ಲಿ ಬಡತನವಿದ್ದರೂ ನಾವು ಸಾಧಿಸುವ ಛಲ ಹೊಂದಬೇಕು. ಮನಸ್ಸಿನ ಮೇಲೆ ನಿಯಂತ್ರಣ ಸಾಧಿಸಿ ಸಕಾರಾತ್ಮಕ ಚಿಂತನೆಗೆ ಪ್ರೇರಣೆ ನೀಡುವ ಶಿಕ್ಷಕರು ಇಷ್ಟಾದಿ ವಾತ್ಸಲ್ಯ ಅಂಶಗಳನ್ನು ಮನದಲ್ಲಿ ಮೂಡಿಸುವುದು ಮಕ್ಕಳಿಗೆ ವಿಶ್ವಾಸಾರ್ಹತೆ ಬೆಳೆಸುವುದಾಗಿದೆ ಒಳ್ಳೆಯ ಕಾರ್ಯ, ಒಳ್ಳೆಯ ಶಿಕ್ಷಣ ಹಾಗು ಪೋಷಕರ	[8, 752, 277, 1099]
fastag-headline: ಫಾಸ್ಟ್ ಟ್ಯಾಗ್ ಟೋಲ್‌ನಲ್ಲಿ ದುಪ್ಪಟ್ಟು ದಂಡ	[446, 1393, 1029, 1443]
sidebar-tag	[1120, 82, 1506, 121]
list-item: ▸ ಇಂದಿನಿಂದ ಬದಲಾಗಲಿದೆ ಫಾಸ್ಟ್ಯಾಗ್ ನಿಯಮ	[387, 1517, 836, 1549]
temple-photo	[9, 1481, 353, 1669]
divider	[6, 642, 1109, 644]
water-col1-text: ನಗರದಲ್ಲಿ ಬೇಸಿಗೆಗೂ ಮುನ್ನವೇ ವಾಡಿಕೆಗಿಂತ ಮೂರ್ನಾಲ್ಕು ಡಿಗ್ರಿ ತಾಪಮಾನ ಹೆಚ್ಚಳವಾಗಿದೆ. ಬೇಗಾಲ ಮತ್ತಾಯಿತ್ತೂ ಮುನ್ನವೇ ಬೆಂಗಳೂರಿಗರಿಗೆ ಬಿಸಿಲ ಬೇಗೆ ತಟ್ಟುತ್ತಿದೆ. ಈ ಹಿನ್ನೆಲೆಯಲ್ಲಿ ಬೆಂಗಳೂರು ನೀರು ಸರಬರಾಜು ಮತ್ತು ಒಳಚರಂಡಿ ಮಂಡಳಿ ಪರಿಸ್ಥಿತಿ ಎದುರಿಸಲು ಸಿದ್ಧತೆ ಆರಂಭಿಸಿದೆ. ಬೇಸಿಗೆಯಲ್ಲಿ ಕುಡಿಯುವ ನೀರಿಗಾಗಿ ನೀರಿನ ಟ್ಯಾಂಕರ್‌ಗಳು ಮತ್ತು ಬೋರ್‌ವೆಲ್‌ಗಳ ಮೇಲಿನ ಅವಲಂಬನೆಯನ್ನು ಕಡಿಮೆ ಮಾಡುವ ಪ್ರಯತ್ನದಲ್ಲಿ, ಬೆಂಗಳೂರು ನೀರು ಸರಬರಾಜು ಮತ್ತು ಒಳಚರಂಡಿ ಮಂಡಳಿ ನಿವಾಸಿಗಳು, ವಿಶೇಷವಾಗಿ ಬೆಂಗಳೂರಿನ ಹೊರ ಪ್ರದೇಶಗಳ ಅಪಾರ್ಟ್‌ಮೆಂಟ್ ಸಂಕೀರ್ಣಗಳಲ್ಲಿ	[8, 252, 217, 481]
crowd-photo-icon	[1127, 1402, 1503, 1564]
fastag-box-title: 5 ಹೊಸ ನಿಯಮಗಳು ಯಾವುವು	[371, 1468, 853, 1509]
temple-headline: ಅದ್ದೂರಿಯಾಗಿ ನಡೆದ ನಲ್ಲೂರಿನ ಗೋಣಹಳ್ಳಿ ಮಾರಮ್ಮ ಪ್ರತಿಷ್ಠಾಪನೆ	[47, 1391, 315, 1461]
list-item: ▸ ಪ್ರಯಾಣಿಕರಿಗೆ ಹೊಸ ನಿಯಮ ಹೇಳೋದು ಏನು?	[387, 1549, 836, 1581]
toll-plaza-photo-icon	[369, 1625, 851, 2050]
drugs-col3: ಇಲಾಖೆಯು ಕರ್ನಾಟಕ ರಾಜ್ಯ ಮಾನಸಿಕ ಆರೋಗ್ಯ ಪ್ರಾಧಿಕಾರ, ಮಾದಕ ದ್ರವ್ಯ ನಿಯಂತ್ರಣ ಬ್ಯೂರೋ ಮತ್ತು ಅಬಕಾರಿ ಇಲಾಖೆ ಅಥವಾ ಇತರೆ ಸರ್ಕಾರಿ ಇಲಾಖೆ ಅಥವಾ ಯಾವುದೇ ಸರ್ಕಾರೇತರ ಸಂಸ್ಥೆಗಳ ಜೊತೆಗೂಡಿ ಅಗತ್ಯ ಸಹಯೋಗ ಸಾಧಿಸಬೇಕು ಎಂದು ಸೂಚಿಸಿದೆ. ಸಾರ್ವಜನಿಕ ಶಿಕ್ಷಣ ಇಲಾಖೆಯ ಉಪ ನಿರ್ದೇಶಕ ಚಿತ್ರದುರ್ಗ ಮಂಜುನಾಥ್ ಮಾತನಾಡಿ, ಚಿತ್ರದುರ್ಗ ಜಿಲ್ಲೆಯ ಎಲ್ಲಾ ಶಾಲೆಗಳಲ್ಲಿ ಮದ್ಯ ದಂಗಡಿಗಳು ಅಥವಾ ತಂಬಾಕು ಉತ್ಪನ್ನಗಳನ್ನು ಮಾರಾಟ ಮಾಡುವ ಅಂಗಡಿಗಳು ಅಸ್ತಿತ್ವದಲ್ಲಿದ್ದರೆ, ಇದರ ಬಗ್ಗೆ ಅಬಕಾರಿ ಇಲಾಖೆಗೆ ಮತ್ತು ಸ್ಥಳೀಯ ಪೊಲೀಸರಿಗೆ ವರದಿ ಮಾಡಬೇಕು ಎಂದು ಹೇಳಿದರು.	[898, 240, 1107, 469]
temple-text: ತಾಲೂಕಿನ ನಲ್ಲೂರು ಗ್ರಾಮದಲ್ಲಿ ಅದ್ದೂರಿಯಾಗಿ ಐತಿಹಾಸಿಕ ಪ್ರಸಿದ್ಧ ಗೋಣಹಳ್ಳಿ ಮಾರಮ್ಮನ ಪ್ರತಿಷ್ಠಾಪನೆ ಹಾಗೂ ಉದ್ಘಾಟನಾ ಕಾರ್ಯಕ್ರಮ ನೆರವೇರಿತು. ಇದೇ ವೇಳೆ ಶಾಸಕ ಸಿ.ಪುಟ್ಟರಂಗಶೆಟ್ಟಿ ದೇವರಿಗೆ ವಿಶೇಷ ಪೂಜೆ ಸಲ್ಲಿಸಿದರು. ನಂತರ ವೇದಿಕೆ ಕಾರ್ಯಕ್ರಮವನ್ನು ಉದ್ಘಾಟಿಸಿ ಮಾತನಾಡಿದ ಅವರು, ದೇವಾಲಯ ನಗರ ಆವಾರವಾದ ನಂಬಿಕೆ ಇದೆ. ಗ್ರಾಮದ ಎಲ್ಲಾ ಜನಗಳು ಗೋಣಹಳ್ಳಿ ಮಾರಮ್ಮ ಆಯುಷ್ಯ ಆರೋಗ್ಯದ ಜೊತೆಗೆ ಹೆಚ್ಚಿನ ಅಭಿವೃದ್ಧಿ ಕೆಲಸ ಮಾಡಲು ಶಕ್ತಿ ನೀಡಲಿ ಎಂದರು. ಡಾ.ಬಿ.ಆರ್. ಅಂಬೇಡ್ಕರ್ ಅವರನ್ನು ಈ ಸಂದರ್ಭದಲ್ಲಿ ನೆನಪಿಸಿಕೊಳ್ಳಬೇಕು ಅವರು ನೀಡಿದ ಸಂವಿಧಾನದ ಹಕ್ಕುಗಳ ಅಡಿಯಲ್ಲಿ ನಾವು ಬದುಕುತ್ತಿದ್ದೇವೆ ಅಲ್ಲದೆ ಸಮುದಾಯ ಭವನದ ನಿರ್ಮಾಣದ ಜೊತೆಗೆ ಲೈಬ್ರರಿ ನಿರ್ಮಿಸಿ ಶಿಕ್ಷಣಕ್ಕೆ ಹೆಚ್ಚಿನ ಮಹತ್ವ ನೀಡಬೇಕು ಎಂದು ತಿಳಿಸಿದರು. ಇದೇ ವೇಳೆ ಭಕ್ತರಿಗೆ ಅನ್ನ ಸಂತರ್ಪಣೆ ವ್ಯವಸ್ಥೆ ಮಾಡಲಾಗಿತ್ತು. ಇದಕ್ಕೂ ಮುನ್ನ ಗ್ರಾಮದ ಪ್ರಮುಖ ಬೀದಿಗಳಲ್ಲಿ ಮಕ್ಕಳಿಂದ ಹಾಲರವಿ ಉತ್ಸವ ಮೆರವಣಿಗೆ ನಡೆಯಿತು. ಈ ಸಂಧರ್ಭದಲ್ಲಿ ಗ್ರಾ.ಪಂ. ಅಧ್ಯಕ್ಷೆ ನಿತ್ಯಶ್ರೀ, ಉಪಾಧ್ಯಕ್ಷ ಕೃಷ್ಣರಾಜ್, ಸದಸ್ಯರಾದ ರೇಣುಕ, ಶಿಲ್ಪ, ಭಾಗ್ಯ, ಮುತ್ತುರಾಜ್, ಶಿವಕುಮಾರ್, ರಾಜಪ್ಪ, ಮಲ್ಲೇಶ್, ನಂಜಪ್ಪ ಸೇರಿದಂತೆ ಗ್ರಾಮದ ಯಜಮಾನರು ಹಾಗೂ ಕಾಂಗ್ರೆಸ್ ಮುಖಂಡರು ಹಾಜರಿದ್ದರು.	[8, 1681, 355, 1930]
water-headline: ಕಾವೇರಿ ನೀರು ಸಂಪರ್ಕ ಹೆಚ್ಚಿಸಲು ಅಭಿಯಾನ ಆರಂಭ	[55, 139, 390, 223]
road-dateline: ಚಾಮರಾಜನಗರ:	[1124, 1576, 1187, 1588]
temple-dateline: ಚಾಮರಾಜನಗರ:	[8, 1681, 72, 1694]
fastag-note-box	[864, 1465, 1103, 1839]
fastag-col2-text: 1.ಫಾಸ್ಟ್ ಟ್ಯಾಗ್‌ನಲ್ಲಿ ಹಣ ಇರಬೇಕು, ಇಲ್ಲದಿದ್ದರೆ ಟೋಲ್ ಪ್ರವೇಶಕ್ಕೆ ಒಂದು ಗಂಟೆ ಮೊದಲು ಹಣ ರಿಚಾರ್ಜ್ ಮಾಡಿರಬೇಕು. ಟೋಲ್ ಹತ್ತಿರ ಬಂದ್ಮೇಲೆ ರಿಚಾರ್ಜ್ ಮಾಡೋಣ ಅಂದ್ರೆ ಇನ್ಮೇಲೆ ಆಗಲ್ಲ. 2. ಟೋಲ್ ದಾಟುವ 60 ನಿಮಿಷ ಮೊದಲು ಹಾಗೂ ದಾಟಿದ 10 ನಿಮಿಷಗಳ ಕಾಲ ಫಾಸ್ಟ್ ಟ್ಯಾಗ್ ಆಕ್ಟೀವ್ ಇರಬೇಕು. 3.ಒಂದು ವೇಳೆ ಈ ನಿಯಮ ಪಾಲನೆ	[619, 2104, 851, 2215]
divider	[6, 1377, 1109, 1379]
fastag-col2-intro: ಇಂದಿನಿಂದ ಹೊಸ ನಿಯಮ ಜಾರಿಗೆ ಬಂದಿವೆ.	[619, 2061, 780, 2074]
temple-photo-icon	[9, 1481, 353, 1669]
arrest-text: ನಗರದ ಬಿ.ರಾಚಯ್ಯ ಜೋಡಿ ರಸ್ತೆ ಮಾರ್ಗದಲ್ಲಿನ ಸಿದ್ದಮಲ್ಲೇಶ್ವರ ಕಲ್ಯಾಣ ಮಂಟಪದಲ್ಲಿ ನಡೆಯುತ್ತಿದ್ದ ಮದುವೆ ಸಮಾರಂಭದಲ್ಲಿ ಮುಯ್ಯಿ ಕವರ್ ಇದ್ದ ಬ್ಯಾಗ್ ಕದ್ದು ಪರಾರಿಯಾಗಿದ್ದ ಆರೋಪಿಯನ್ನು ಪಟ್ಟಣ ಠಾಣೆ ಪೊಲೀಸರು ಬಂಧಿಸಿದ್ದಾರೆ. ಆರೋಪಿ ನಗರದ ಯಾಸೀನ್ ಬಂಧಿತ ಆರೋಪಿಯಾಗಿದ್ದಾನೆ. ತಾಲೂಕಿನ ದಿಡ್ಡಹಳ್ಳಿ ಗ್ರಾಮದ ಮಹೇಶ್ ಅವರ ಪುತ್ರಿ ಪ್ರಿಯ ಹಾಗೂ ಕೋತ್ತಲವಾಡಿ ಗ್ರಾಮದ ಕಿರಣ್, ಗುರುಸ್ವಾಮಿ ಅವರ ಮದುವೆ ಸಮಾರಂಭ ನಡೆಯುತ್ತಿತ್ತು. ಈ ವೇಳೆ ಆರೋಪಿ ಯಾಸೀನ್ ಮುಯ್ಯಿ ಕವರ್ ಬ್ಯಾಗ್ ಎಗರಿಸಿ ಪರಾರಿಯಾಗಿದ್ದ. ನಂತರ ಕಾರ್ಯಾಚರಣೆ ನಡೆಸಿದ ಪೊಲೀಸರು ಆರೋಪಿಯನ್ನು ಬಂಧಿಸಿದ್ದಾರೆ.	[1124, 2107, 1502, 2238]
